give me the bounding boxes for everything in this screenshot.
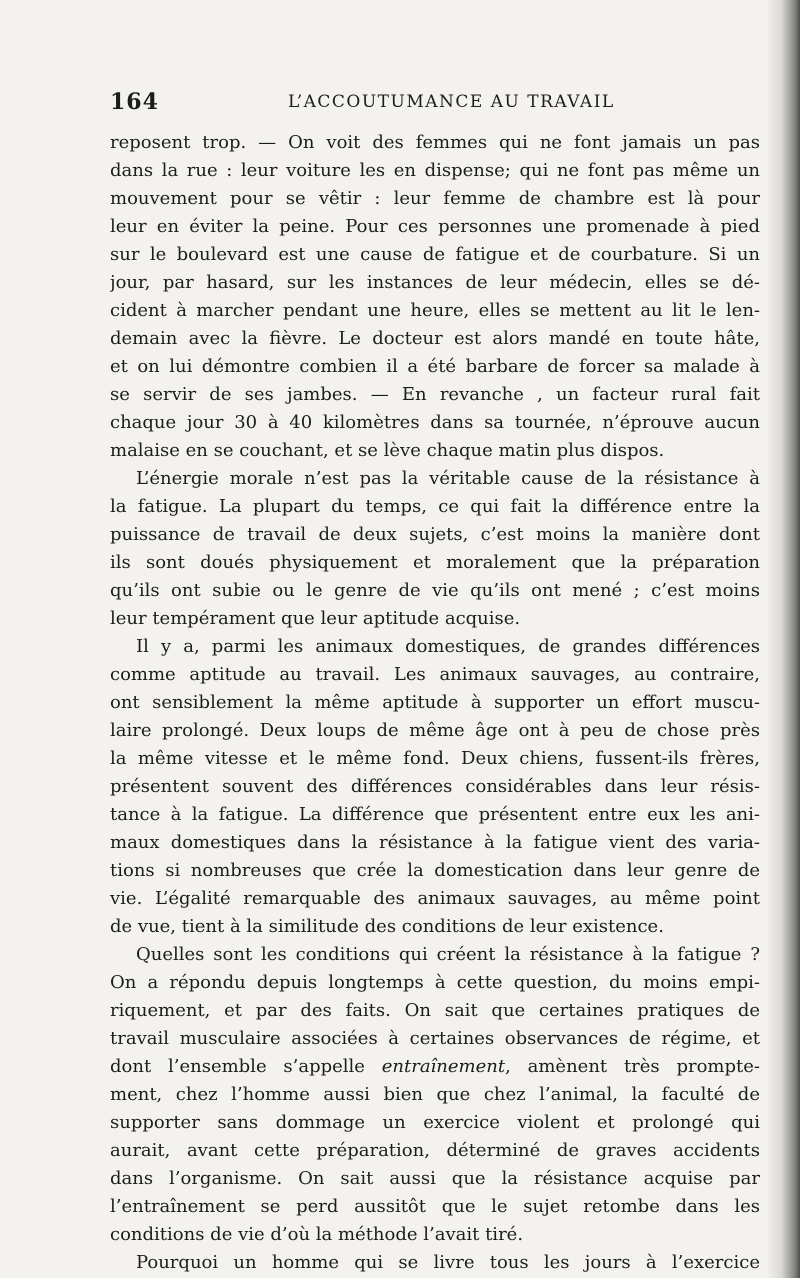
- text-line: dans la rue : leur voiture les en dispense; qui ne font pas même un: [110, 160, 760, 181]
- text-line: cident à marcher pendant une heure, elles se mettent au lit le len-: [110, 300, 760, 321]
- text-line: puissance de travail de deux sujets, c’est moins la manière dont: [110, 524, 760, 545]
- text-line: Quelles sont les conditions qui créent la résistance à la fatigue ?: [136, 944, 760, 965]
- text-line: conditions de vie d’où la méthode l’avait tiré.: [110, 1224, 524, 1245]
- text-line: reposent trop. — On voit des femmes qui ne font jamais un pas: [110, 132, 760, 153]
- text-line: mouvement pour se vêtir : leur femme de chambre est là pour: [110, 188, 760, 209]
- text-line: ont sensiblement la même aptitude à supporter un effort muscu-: [110, 692, 760, 713]
- text-line: de vue, tient à la similitude des conditions de leur existence.: [110, 916, 664, 937]
- text-line: ment, chez l’homme aussi bien que chez l’animal, la faculté de: [110, 1084, 760, 1105]
- text-line: la même vitesse et le même fond. Deux chiens, fussent-ils frères,: [110, 748, 760, 769]
- text-line: L’énergie morale n’est pas la véritable cause de la résistance à: [136, 468, 760, 489]
- text-line: On a répondu depuis longtemps à cette question, du moins empi-: [110, 972, 760, 993]
- text-line: Pourquoi un homme qui se livre tous les jours à l’exercice: [136, 1252, 760, 1273]
- page-gutter-shadow: [766, 0, 800, 1278]
- text-line: comme aptitude au travail. Les animaux sauvages, au contraire,: [110, 664, 760, 685]
- text-line: tions si nombreuses que crée la domestication dans leur genre de: [110, 860, 760, 881]
- text-line: riquement, et par des faits. On sait que certaines pratiques de: [110, 1000, 760, 1021]
- running-head: L’ACCOUTUMANCE AU TRAVAIL: [288, 92, 615, 112]
- text-fragment: , amènent très prompte-: [505, 1056, 760, 1077]
- text-line: demain avec la fièvre. Le docteur est alors mandé en toute hâte,: [110, 328, 760, 349]
- text-line: tance à la fatigue. La différence que présentent entre eux les ani-: [110, 804, 760, 825]
- text-line: chaque jour 30 à 40 kilomètres dans sa tournée, n’éprouve aucun: [110, 412, 760, 433]
- text-line: qu’ils ont subie ou le genre de vie qu’ils ont mené ; c’est moins: [110, 580, 760, 601]
- text-line: présentent souvent des différences considérables dans leur résis-: [110, 776, 760, 797]
- emphasized-term: entraînement: [381, 1056, 506, 1077]
- page-header: [110, 89, 770, 123]
- text-line: aurait, avant cette préparation, déterminé de graves accidents: [110, 1140, 760, 1161]
- text-line: sur le boulevard est une cause de fatigue et de courbature. Si un: [110, 244, 760, 265]
- body-text: [110, 129, 760, 1277]
- text-line: maux domestiques dans la résistance à la fatigue vient des varia-: [110, 832, 760, 853]
- text-line: supporter sans dommage un exercice violent et prolongé qui: [110, 1112, 760, 1133]
- text-line: travail musculaire associées à certaines observances de régime, et: [110, 1028, 760, 1049]
- text-line: dans l’organisme. On sait aussi que la résistance acquise par: [110, 1168, 760, 1189]
- text-fragment: dont l’ensemble s’appelle: [110, 1056, 382, 1077]
- text-line: laire prolongé. Deux loups de même âge ont à peu de chose près: [110, 720, 760, 741]
- text-line: [110, 1053, 760, 1081]
- page-number: 164: [110, 89, 159, 115]
- text-line: ils sont doués physiquement et moralement que la préparation: [110, 552, 760, 573]
- text-line: Il y a, parmi les animaux domestiques, de grandes différences: [136, 636, 760, 657]
- text-line: vie. L’égalité remarquable des animaux sauvages, au même point: [110, 888, 760, 909]
- text-line: et on lui démontre combien il a été barbare de forcer sa malade à: [110, 356, 760, 377]
- text-line: la fatigue. La plupart du temps, ce qui fait la différence entre la: [110, 496, 760, 517]
- text-line: l’entraînement se perd aussitôt que le sujet retombe dans les: [110, 1196, 760, 1217]
- text-line: malaise en se couchant, et se lève chaque matin plus dispos.: [110, 440, 665, 461]
- text-line: jour, par hasard, sur les instances de leur médecin, elles se dé-: [110, 272, 760, 293]
- text-line: se servir de ses jambes. — En revanche , un facteur rural fait: [110, 384, 760, 405]
- text-line: leur en éviter la peine. Pour ces personnes une promenade à pied: [110, 216, 760, 237]
- text-line: leur tempérament que leur aptitude acquise.: [110, 608, 521, 629]
